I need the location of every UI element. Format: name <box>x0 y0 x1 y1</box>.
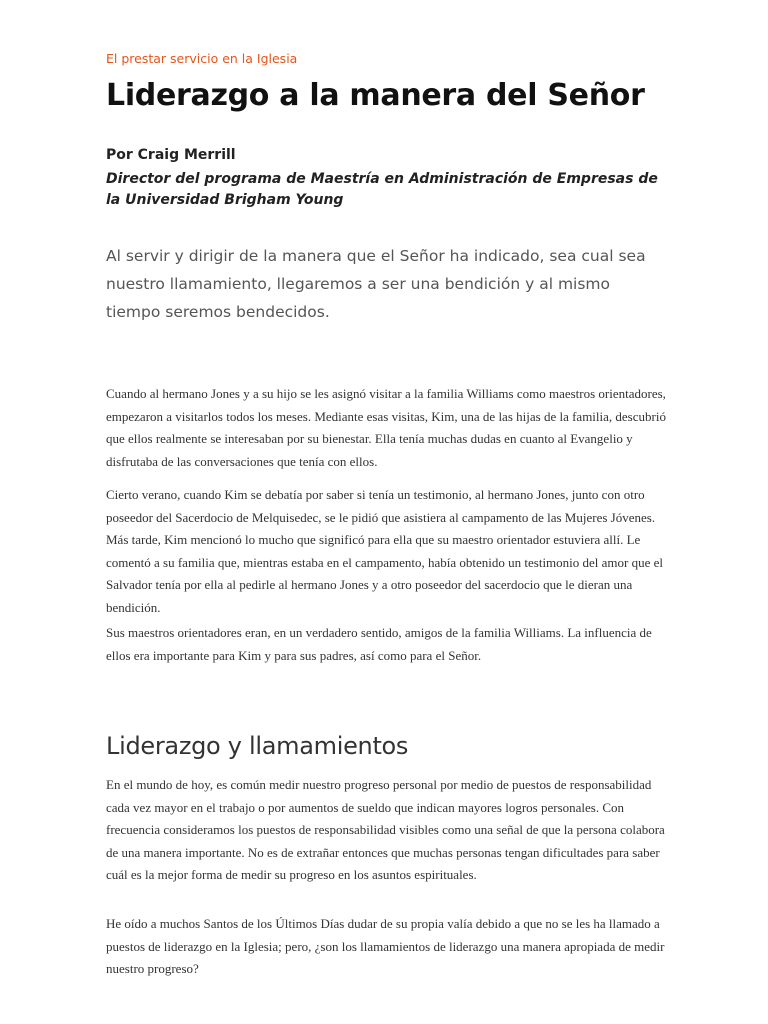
author-role: Director del programa de Maestría en Administración de Empresas de la Universidad Brigham Young <box>106 171 658 208</box>
body-paragraph: Sus maestros orientadores eran, en un verdadero sentido, amigos de la familia Williams. La influencia de ellos era importante para Kim y para sus padres, así como para el Señor. <box>106 625 652 663</box>
article-intro: Al servir y dirigir de la manera que el Señor ha indicado, sea cual sea nuestro llamamiento, llegaremos a ser una bendición y al mismo tiempo seremos bendecidos. <box>106 247 646 321</box>
section-paragraph: He oído a muchos Santos de los Últimos Días dudar de su propia valía debido a que no se les ha llamado a puestos de liderazgo en la Iglesia; pero, ¿son los llamamientos de liderazgo una manera apropiada de medir nuestro progreso? <box>106 916 665 976</box>
section-heading: Liderazgo y llamamientos <box>106 732 409 760</box>
article-kicker[interactable]: El prestar servicio en la Iglesia <box>106 51 298 66</box>
article-byline: Por Craig Merrill <box>106 147 236 163</box>
section-paragraph: En el mundo de hoy, es común medir nuestro progreso personal por medio de puestos de responsabilidad cada vez mayor en el trabajo o por aumentos de sueldo que indican mayores logros personales. Con frecuencia consideramos los puestos de responsabilidad visibles como una señal de que la persona colabora de una manera importante. No es de extrañar entonces que muchas personas tengan dificultades para saber cuál es la mejor forma de medir su progreso en los asuntos espirituales. <box>106 777 665 882</box>
body-paragraph: Cierto verano, cuando Kim se debatía por saber si tenía un testimonio, al hermano Jones, junto con otro poseedor del Sacerdocio de Melquisedec, se le pidió que asistiera al campamento de las Mujeres Jóvenes. Más tarde, Kim mencionó lo mucho que significó para ella que su maestro orientador estuviera allí. Le comentó a su familia que, mientras estaba en el campamento, había obtenido un testimonio del amor que el Salvador tenía por ella al pedirle al hermano Jones y a otro poseedor del sacerdocio que le dieran una bendición. <box>106 487 664 615</box>
article-title: Liderazgo a la manera del Señor <box>106 78 645 113</box>
body-paragraph: Cuando al hermano Jones y a su hijo se les asignó visitar a la familia Williams como maestros orientadores, empezaron a visitarlos todos los meses. Mediante esas visitas, Kim, una de las hijas de la familia, descubrió que ellos realmente se interesaban por su bienestar. Ella tenía muchas dudas en cuanto al Evangelio y disfrutaba de las conversaciones que tenía con ellos. <box>106 386 666 469</box>
